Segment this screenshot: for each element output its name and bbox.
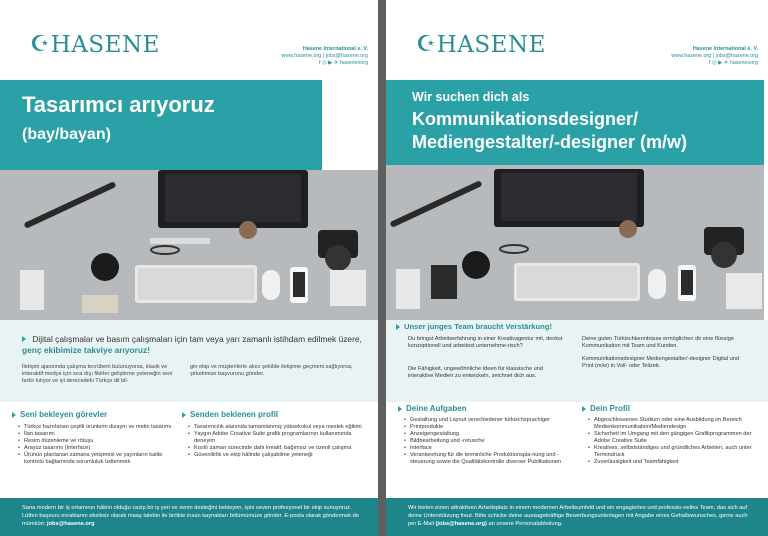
profile-heading: Dein Profil xyxy=(582,404,757,413)
profile-list xyxy=(182,424,362,459)
headline xyxy=(412,108,687,154)
kicker: Wir suchen dich als xyxy=(412,90,530,104)
intro-right: gin ekip ve müşterilerle akıcı şekilde iletişime geçmeni sağlıyorsa, şirketimize başvurunu gönder. xyxy=(190,364,353,377)
logo-wordmark: HASENE xyxy=(50,32,160,58)
list-item: • Kısıtlı zaman sürecinde dahi kreatif, bağımsız ve özenli çalışma xyxy=(188,445,362,452)
logo-wordmark: HASENE xyxy=(436,32,546,58)
list-item: • Sicherheit im Umgang mit den gängigen Grafikprogrammen der Adobe Creative Suite xyxy=(588,431,757,445)
list-item: • Resim düzenleme ve rötuşu xyxy=(18,438,177,445)
flyer-turkish xyxy=(0,0,378,536)
title-banner xyxy=(0,80,322,170)
tasks-list xyxy=(398,417,570,466)
intro-a: Du bringst Arbeitserfahrung in einer Kreativagentur mit, denkst konzeptionell und arbeitest unternehme-risch? xyxy=(408,336,563,349)
crescent-logo-icon: ☪ xyxy=(30,32,50,57)
lead-heading: Unser junges Team braucht Verstärkung! xyxy=(396,322,552,331)
org-web: www.hasene.org | jobs@hasene.org xyxy=(671,53,758,59)
list-item: • Kreatives, selbstständiges und gründliches Arbeiten, auch unter Termindruck xyxy=(588,445,757,459)
tasks-heading: Seni bekleyen görevler xyxy=(12,410,177,419)
intro-section xyxy=(0,320,378,402)
headline: Tasarımcı arıyoruz xyxy=(22,92,215,117)
details-section xyxy=(386,404,768,500)
list-item: • Verantwortung für die terminliche Produktionspla-nung und -steuerung sowie die Qualitätskontrolle diverser Publikationen xyxy=(404,452,570,466)
bullet-arrow-icon xyxy=(396,324,400,330)
headline-line2: Mediengestalter/-designer (m/w) xyxy=(412,132,688,152)
title-banner xyxy=(386,80,764,165)
footer xyxy=(0,498,378,536)
crescent-logo-icon: ☪ xyxy=(416,32,436,57)
tasks-list xyxy=(12,424,177,466)
headline-line1: Kommunikationsdesigner/ xyxy=(412,109,639,129)
lead-text xyxy=(22,334,362,355)
list-item: • Printprodukte xyxy=(404,424,570,431)
org-social: f ◎ ▶ ✈ hasenexorg xyxy=(318,60,368,66)
org-info xyxy=(281,46,368,67)
org-web: www.hasene.org | jobs@hasene.org xyxy=(281,53,368,59)
intro-section xyxy=(386,320,768,402)
list-item: • Anzeigengestaltung xyxy=(404,431,570,438)
list-item: • Arayüz tasarımı (Interface) xyxy=(18,445,177,452)
org-info xyxy=(671,46,758,67)
bullet-arrow-icon xyxy=(398,406,402,412)
profile-list xyxy=(582,417,757,466)
intro-b: Die Fähigkeit, ungewöhnliche Ideen für klassische und interaktive Medien zu entwickeln, zeichnet dich aus. xyxy=(408,366,543,379)
list-item: • Bildbearbeitung und -retusche xyxy=(404,438,570,445)
footer-text: Sana modern bir iş ortamının hâkim olduğu cazip bir iş yeri ve senin desteğini bekleyen, işini seven profesyonel bir ekip sunuyoruz. Lütfen başvuru evraklarını eksiksiz olarak maaş talebin ile birlikte insan kaynakları bölümümüze gönder. E-posta olarak göndermek de mümkün: jobs@hasene.org xyxy=(22,505,360,527)
footer xyxy=(386,498,768,536)
hasene-logo xyxy=(30,32,160,58)
list-item: • Türkçe hazırlanan çeşitli ürünlerin dizaynı ve metin tasarımı xyxy=(18,424,177,431)
footer-email[interactable]: (jobs@hasene.org) xyxy=(435,521,487,527)
bullet-arrow-icon xyxy=(12,412,16,418)
lead-bold: genç ekibimize takviye arıyoruz! xyxy=(22,344,151,355)
details-section xyxy=(0,404,378,500)
desk-illustration xyxy=(386,165,764,320)
tasks-heading: Deine Aufgaben xyxy=(398,404,570,413)
list-item: • Zuverlässigkeit und Teamfähigkeit xyxy=(588,459,757,466)
list-item: • Abgeschlossenes Studium oder eine Ausbildung im Bereich Medienkommunikation/Mediendesign xyxy=(588,417,757,431)
desk-illustration xyxy=(0,170,378,320)
list-item: • İlan tasarımı xyxy=(18,431,177,438)
list-item: • Tasarımcılık alanında tamamlanmış yüksekokul veya meslek eğitimi xyxy=(188,424,362,431)
subheadline: (bay/bayan) xyxy=(22,126,111,143)
bullet-arrow-icon xyxy=(582,406,586,412)
list-item: • Gestaltung und Layout verschiedener türkischsprachiger xyxy=(404,417,570,424)
lead-plain: Dijital çalışmalar ve basım çalışmaları için tam veya yarı zamanlı istihdam edilmek üzere, xyxy=(32,334,362,344)
footer-email[interactable]: jobs@hasene.org xyxy=(46,521,95,527)
desk-photo xyxy=(386,165,764,320)
list-item: • Interface xyxy=(404,445,570,452)
list-item: • Güvenilirlik ve ekip hâlinde çalışabilme yeteneği xyxy=(188,452,362,459)
hasene-logo xyxy=(416,32,546,58)
flyer-german xyxy=(386,0,768,536)
org-name: Hasene International e. V. xyxy=(692,46,758,52)
list-item: • Yaygın Adobe Creative Suite grafik programlarının kullanımında deneyim xyxy=(188,431,362,445)
desk-photo xyxy=(0,170,378,320)
org-name: Hasene International e. V. xyxy=(302,46,368,52)
intro-left: İletişim ajansında çalışma tecrübeni bulunuyorsa, klasik ve interaktif medya için sıra dışı fikirler geliştirme yeteneğin seni farklı kılıyor ve iyi derecedeki Türkçe dil bil- xyxy=(22,364,173,384)
org-social: f ◎ ▶ ✈ hasenexorg xyxy=(708,60,758,66)
list-item: • Ürünün planlanan zamana yetişmesi ve yayınların kalite kontrolü bağlamında sorumluluk üstlenmek xyxy=(18,452,177,466)
bullet-arrow-icon xyxy=(182,412,186,418)
footer-text: Wir bieten einen attraktiven Arbeitsplatz in einem modernen Arbeitsumfeld und ein engagiertes und professio-nelles Team, das sich auf deine Unterstützung freut. Bitte schicke deine aussagekräftige Bewerbungsunterlagen mit Angabe eines Gehaltswunsches, gerne auch per E-Mail (jobs@hasene.org) an unsere Personalabteilung. xyxy=(408,505,748,527)
bullet-arrow-icon xyxy=(22,336,26,342)
intro-d: Kommunikationsdesigner Mediengestalter/-designer Digital und Print (m/w) in Voll- oder Teilzeit. xyxy=(582,356,740,369)
profile-heading: Senden beklenen profil xyxy=(182,410,362,419)
intro-c: Deine guten Türkischkenntnisse ermöglichen dir eine flüssige Kommunikation mit Team und Kunden. xyxy=(582,336,734,349)
